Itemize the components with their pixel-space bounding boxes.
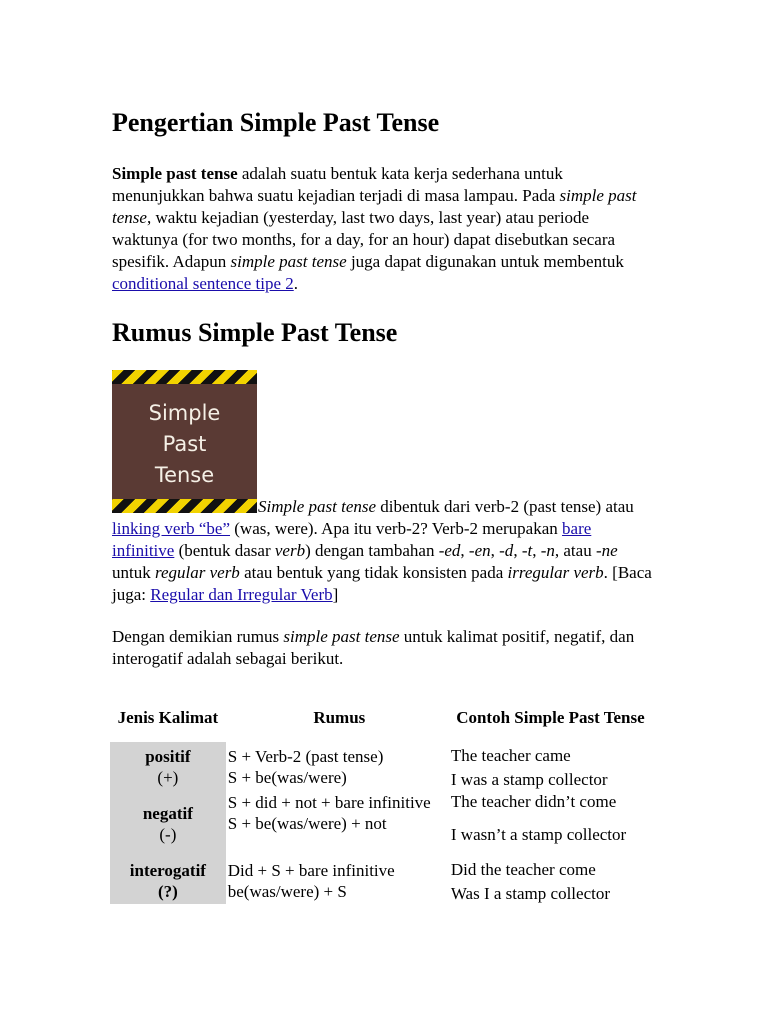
example-line: I was a stamp collector bbox=[450, 770, 608, 789]
link-conditional-sentence[interactable]: conditional sentence tipe 2 bbox=[112, 274, 294, 293]
row-type-cell bbox=[110, 790, 226, 858]
text-span: ) dengan tambahan bbox=[305, 541, 439, 560]
text-span: . [Baca juga: bbox=[112, 563, 652, 604]
formula-line: Did + S + bare infinitive bbox=[227, 861, 395, 880]
italic-term: irregular verb bbox=[507, 563, 604, 582]
italic-term: Simple past tense bbox=[258, 497, 377, 516]
table-row bbox=[110, 858, 650, 904]
banner-text bbox=[112, 398, 257, 491]
heading-rumus: Rumus Simple Past Tense bbox=[112, 318, 398, 347]
banner-line: Past bbox=[162, 432, 207, 456]
row-sign: (+) bbox=[157, 768, 179, 787]
example-cell bbox=[451, 790, 650, 858]
paragraph-definition bbox=[112, 163, 652, 295]
paragraph-formation bbox=[112, 496, 652, 606]
formula-cell bbox=[226, 858, 451, 904]
formula-table bbox=[110, 692, 650, 904]
text-span: Dengan demikian rumus bbox=[112, 627, 284, 646]
header-contoh: Contoh Simple Past Tense bbox=[456, 707, 645, 727]
formula-cell bbox=[226, 742, 451, 790]
banner-line: Tense bbox=[154, 463, 215, 487]
row-type-cell bbox=[110, 858, 226, 904]
formula-line: S + be(was/were) + not bbox=[227, 814, 387, 833]
row-sign: (-) bbox=[159, 825, 177, 844]
text-span: , bbox=[460, 541, 469, 560]
example-line: I wasn’t a stamp collector bbox=[450, 825, 627, 844]
banner-line: Simple bbox=[148, 401, 221, 425]
formula-line: S + did + not + bare infinitive bbox=[227, 793, 431, 812]
text-span: untuk kalimat positif, negatif, dan interogatif adalah sebagai berikut. bbox=[112, 627, 635, 668]
table-header-row bbox=[110, 692, 650, 742]
italic-term: -en bbox=[468, 541, 491, 560]
text-span: , bbox=[513, 541, 522, 560]
example-line: Did the teacher come bbox=[450, 860, 596, 879]
text-span: (bentuk dasar bbox=[174, 541, 275, 560]
italic-term: verb bbox=[274, 541, 306, 560]
example-cell bbox=[451, 858, 650, 904]
text-span: (was, were). Apa itu verb-2? Verb-2 merupakan bbox=[230, 519, 563, 538]
text-span: untuk bbox=[112, 563, 155, 582]
table-row bbox=[110, 742, 650, 790]
bold-term: Simple past tense bbox=[112, 164, 238, 183]
italic-term: -d bbox=[499, 541, 514, 560]
italic-term: simple past tense bbox=[112, 186, 637, 227]
row-type: interogatif bbox=[129, 861, 206, 880]
text-span: , bbox=[532, 541, 541, 560]
header-jenis-kalimat: Jenis Kalimat bbox=[117, 707, 219, 727]
row-sign: (?) bbox=[157, 882, 178, 901]
heading-pengertian: Pengertian Simple Past Tense bbox=[112, 108, 440, 137]
text-span: atau bentuk yang tidak konsisten pada bbox=[239, 563, 508, 582]
text-span: , waktu kejadian (yesterday, last two days, last year) atau periode waktunya (for two months, for a day, for an hour) dapat disebutkan secara spesifik. Adapun bbox=[112, 208, 616, 271]
italic-term: simple past tense bbox=[283, 627, 400, 646]
table-row bbox=[110, 790, 650, 858]
italic-term: regular verb bbox=[154, 563, 240, 582]
text-span: juga dapat digunakan untuk membentuk bbox=[346, 252, 624, 271]
italic-term: simple past tense bbox=[230, 252, 347, 271]
link-regular-irregular-verb[interactable]: Regular dan Irregular Verb bbox=[150, 585, 333, 604]
row-type: negatif bbox=[142, 804, 193, 823]
formula-line: be(was/were) + S bbox=[227, 882, 347, 901]
formula-line: S + Verb-2 (past tense) bbox=[227, 747, 384, 766]
text-span: dibentuk dari verb-2 (past tense) atau bbox=[376, 497, 634, 516]
hazard-stripe-top bbox=[112, 370, 257, 384]
example-line: Was I a stamp collector bbox=[450, 884, 611, 903]
header-rumus: Rumus bbox=[313, 707, 366, 727]
text-span: . bbox=[293, 274, 298, 293]
italic-term: -n bbox=[540, 541, 555, 560]
row-type: positif bbox=[145, 747, 191, 766]
text-span: ] bbox=[332, 585, 339, 604]
row-type-cell bbox=[110, 742, 226, 790]
text-span: , atau bbox=[554, 541, 596, 560]
link-linking-verb[interactable]: linking verb “be” bbox=[112, 519, 231, 538]
italic-term: -t bbox=[521, 541, 533, 560]
formula-cell bbox=[226, 790, 451, 858]
simple-past-tense-banner-image bbox=[112, 370, 257, 513]
link-bare-infinitive[interactable]: bare infinitive bbox=[112, 519, 592, 560]
text-span: , bbox=[490, 541, 500, 560]
formula-line: S + be(was/were) bbox=[227, 768, 347, 787]
example-line: The teacher came bbox=[450, 746, 571, 765]
italic-term: -ed bbox=[438, 541, 461, 560]
example-line: The teacher didn’t come bbox=[450, 792, 617, 811]
italic-term: -ne bbox=[595, 541, 618, 560]
paragraph-intro-table bbox=[112, 626, 652, 670]
example-cell bbox=[451, 742, 650, 790]
text-span: adalah suatu bentuk kata kerja sederhana untuk menunjukkan bahwa suatu kejadian terjadi di masa lampau. Pada bbox=[112, 164, 563, 205]
